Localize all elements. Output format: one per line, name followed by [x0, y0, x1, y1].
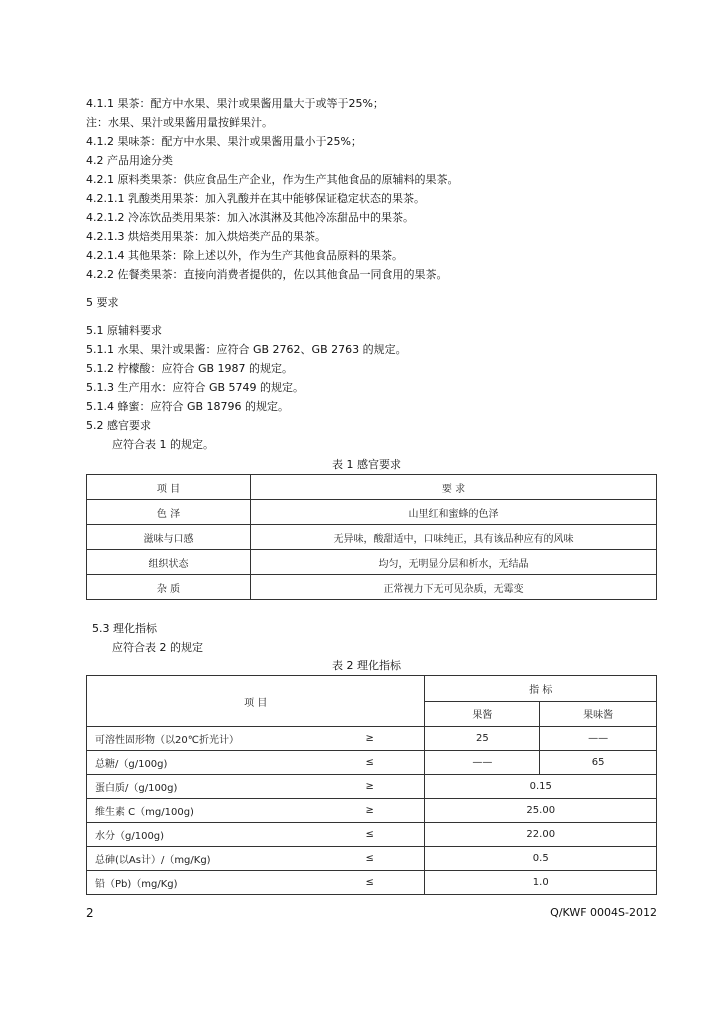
physicochemical-table [86, 675, 657, 895]
table-row [87, 775, 657, 799]
table-cell: ≤ [315, 751, 425, 775]
table-header-row [87, 475, 657, 500]
table-cell: 色 泽 [87, 500, 251, 525]
table-row [87, 500, 657, 525]
table-cell: ≥ [315, 775, 425, 799]
text-line: 4.2.1.2 冷冻饮品类用果茶：加入冰淇淋及其他冷冻甜品中的果茶。 [86, 211, 414, 224]
table-header-cell: 项 目 [87, 475, 251, 500]
table-cell: 1.0 [425, 871, 657, 895]
table2-caption: 表 2 理化指标 [332, 659, 401, 672]
table-header-row [87, 676, 657, 702]
table-cell: 水分（g/100g) [87, 823, 315, 847]
table-header-cell: 果味酱 [540, 701, 657, 727]
table1-caption: 表 1 感官要求 [332, 458, 401, 471]
text-line: 4.2.1.4 其他果茶：除上述以外，作为生产其他食品原料的果茶。 [86, 249, 403, 262]
table-row [87, 871, 657, 895]
text-line: 4.2.2 佐餐类果茶：直接向消费者提供的，佐以其他食品一同食用的果茶。 [86, 268, 448, 281]
table-cell: 山里红和蜜蜂的色泽 [251, 500, 657, 525]
text-line: 注：水果、果汁或果酱用量按鲜果汁。 [86, 116, 273, 129]
table-row [87, 575, 657, 600]
table-cell: 维生素 C（mg/100g) [87, 799, 315, 823]
table-cell: 无异味，酸甜适中，口味纯正，具有该品种应有的风味 [251, 525, 657, 550]
text-line: 5.1.2 柠檬酸：应符合 GB 1987 的规定。 [86, 362, 294, 375]
table-cell: 总砷(以As计）/（mg/Kg) [87, 847, 315, 871]
text-line: 4.2.1 原料类果茶：供应食品生产企业，作为生产其他食品的原辅料的果茶。 [86, 173, 459, 186]
table-cell: 可溶性固形物（以20℃折光计） [87, 727, 315, 751]
table-header-cell: 果酱 [425, 701, 540, 727]
text-line: 5.1.3 生产用水：应符合 GB 5749 的规定。 [86, 381, 305, 394]
table-row [87, 751, 657, 775]
table-cell: 25 [425, 727, 540, 751]
table-header-cell: 项 目 [87, 676, 425, 727]
table-row [87, 799, 657, 823]
table-cell: 铅（Pb)（mg/Kg) [87, 871, 315, 895]
table-header-cell: 要 求 [251, 475, 657, 500]
table-cell: ≤ [315, 823, 425, 847]
text-line: 应符合表 1 的规定。 [112, 438, 214, 451]
text-line: 5.1.1 水果、果汁或果酱：应符合 GB 2762、GB 2763 的规定。 [86, 343, 407, 356]
text-line: 4.1.1 果茶：配方中水果、果汁或果酱用量大于或等于25%； [86, 97, 384, 110]
page-number: 2 [86, 906, 94, 920]
text-line: 4.2.1.3 烘焙类用果茶：加入烘焙类产品的果茶。 [86, 230, 326, 243]
table-row [87, 823, 657, 847]
text-line: 5.1 原辅料要求 [86, 324, 162, 337]
table-cell: —— [425, 751, 540, 775]
text-line: 4.2 产品用途分类 [86, 154, 173, 167]
text-line: 4.1.2 果味茶：配方中水果、果汁或果酱用量小于25%； [86, 135, 362, 148]
table-row [87, 550, 657, 575]
table-cell: 0.15 [425, 775, 657, 799]
table-cell: 均匀，无明显分层和析水，无结晶 [251, 550, 657, 575]
table-cell: ≤ [315, 847, 425, 871]
table-cell: 杂 质 [87, 575, 251, 600]
text-line: 5.2 感官要求 [86, 419, 151, 432]
table-row [87, 525, 657, 550]
text-line: 5.1.4 蜂蜜：应符合 GB 18796 的规定。 [86, 400, 290, 413]
table-cell: 65 [540, 751, 657, 775]
table-cell: 22.00 [425, 823, 657, 847]
text-line: 4.2.1.1 乳酸类用果茶：加入乳酸并在其中能够保证稳定状态的果茶。 [86, 192, 425, 205]
table-cell: 蛋白质/（g/100g) [87, 775, 315, 799]
table-cell: ≤ [315, 871, 425, 895]
table-cell: 正常视力下无可见杂质，无霉变 [251, 575, 657, 600]
section-heading: 5.3 理化指标 [92, 622, 157, 635]
table-cell: 25.00 [425, 799, 657, 823]
table-cell: 滋味与口感 [87, 525, 251, 550]
table-row [87, 727, 657, 751]
table-cell: 0.5 [425, 847, 657, 871]
table-cell: ≥ [315, 799, 425, 823]
table-cell: —— [540, 727, 657, 751]
table-cell: 组织状态 [87, 550, 251, 575]
text-line: 应符合表 2 的规定 [112, 641, 203, 654]
table-row [87, 847, 657, 871]
section-heading: 5 要求 [86, 296, 119, 309]
table-cell: 总糖/（g/100g) [87, 751, 315, 775]
table-header-cell: 指 标 [425, 676, 657, 702]
sensory-table [86, 474, 657, 600]
standard-code: Q/KWF 0004S-2012 [550, 906, 657, 919]
table-cell: ≥ [315, 727, 425, 751]
